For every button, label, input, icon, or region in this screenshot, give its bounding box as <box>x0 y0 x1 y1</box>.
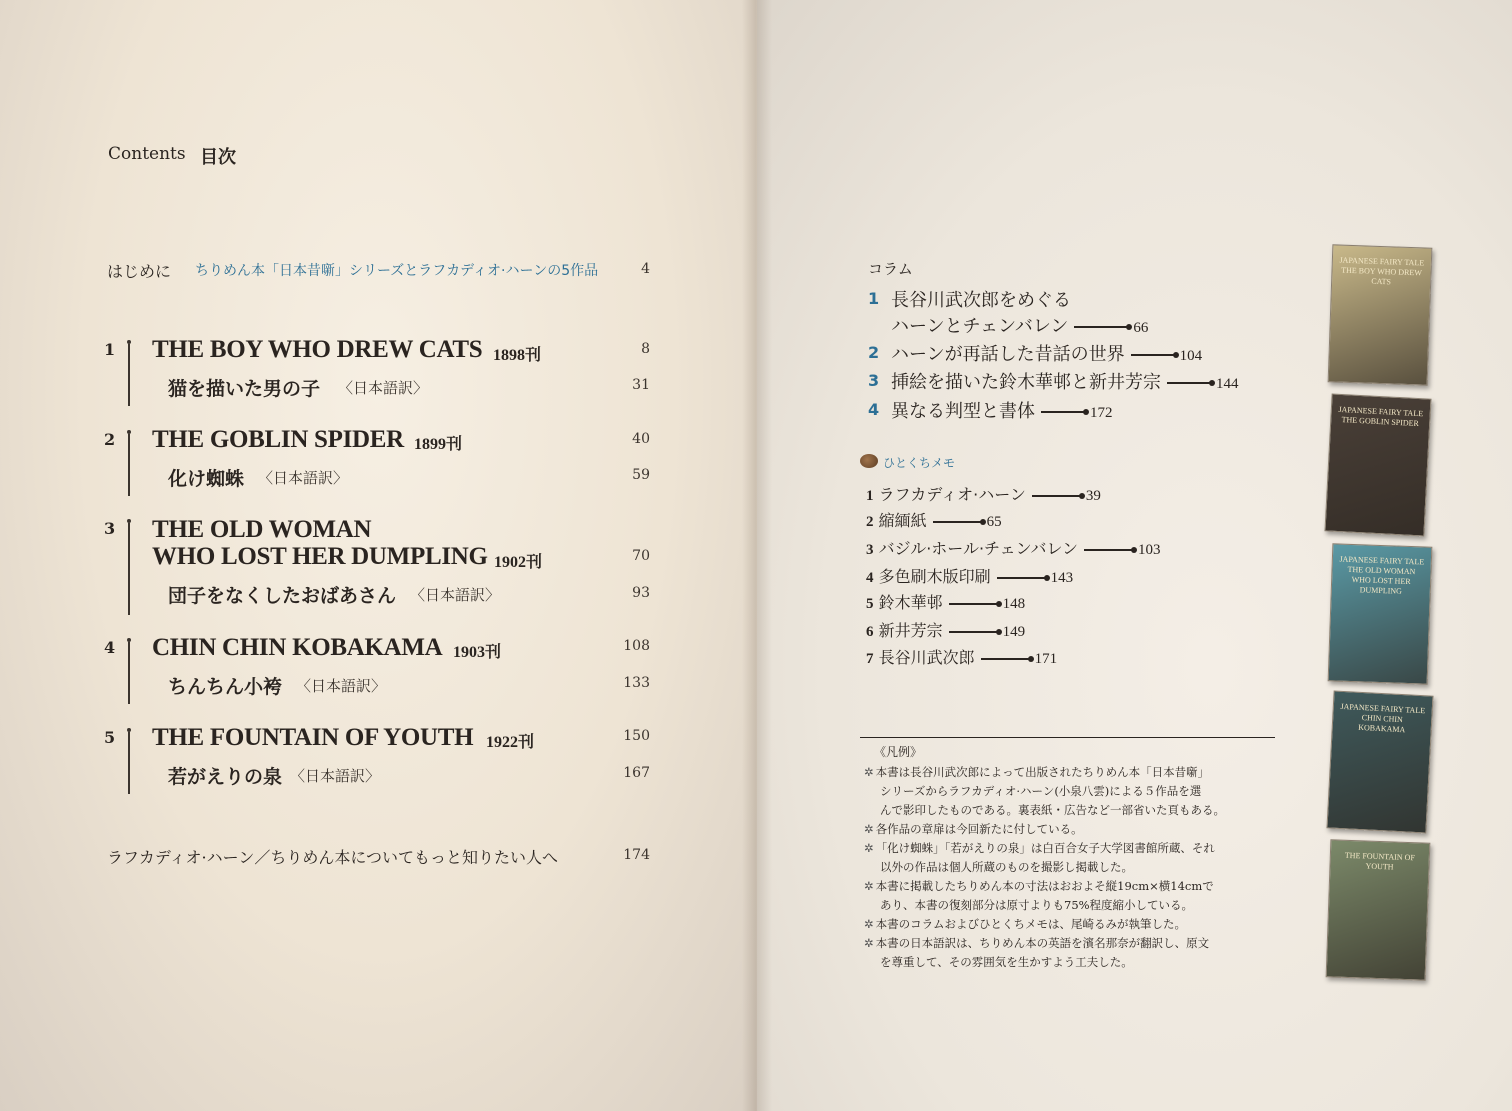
bullet-icon: ✲ <box>864 841 874 855</box>
chapter-page-ja: 167 <box>623 765 650 781</box>
bullet-icon: ✲ <box>864 936 874 950</box>
column-title-line-1[interactable]: 長谷川武次郎をめぐる <box>891 290 1071 311</box>
column-number: 4 <box>868 400 880 419</box>
memo-number: 1 <box>866 488 874 504</box>
memo-title: 鈴木華邨 <box>878 593 943 612</box>
chapter-number: 3 <box>104 519 116 538</box>
chapter-year: 1922刊 <box>486 734 535 751</box>
leader-arrow <box>1167 382 1212 384</box>
chapter-page-en: 108 <box>623 638 650 654</box>
book-cover-thumbnail-1[interactable] <box>1328 244 1433 385</box>
memo-number: 7 <box>866 651 874 667</box>
chapter-number: 5 <box>104 728 116 747</box>
chapter-bracket <box>128 523 130 615</box>
chapter-page-en: 150 <box>623 728 650 744</box>
chapter-year: 1899刊 <box>414 436 463 453</box>
memo-title: 長谷川武次郎 <box>878 648 975 667</box>
leader-arrow <box>997 577 1047 579</box>
note-continuation: あり、本書の復刻部分は原寸よりも75%程度縮小している。 <box>880 898 1194 912</box>
chapter-number: 4 <box>104 638 116 657</box>
translation-note: 〈日本語訳〉 <box>258 469 349 487</box>
chapter-bracket <box>128 732 130 794</box>
book-cover-thumbnail-5[interactable] <box>1326 839 1431 980</box>
book-gutter <box>742 0 772 1111</box>
note-item: ✲ 「化け蜘蛛」「若がえりの泉」は白百合女子大学図書館所蔵、それ <box>864 841 1215 855</box>
intro-label[interactable]: はじめに <box>107 262 172 281</box>
notes-divider <box>860 737 1275 738</box>
chapter-bracket <box>128 434 130 496</box>
further-reading-entry[interactable]: ラフカディオ·ハーン／ちりめん本についてもっと知りたい人へ <box>107 848 559 867</box>
chapter-title-en[interactable]: THE BOY WHO DREW CATS <box>152 336 483 363</box>
column-title[interactable]: ハーンが再話した昔話の世界 104 <box>891 344 1203 365</box>
bullet-icon: ✲ <box>864 822 874 836</box>
intro-text[interactable]: ちりめん本「日本昔噺」シリーズとラフカディオ·ハーンの5作品 <box>195 263 599 279</box>
note-item: ✲ 各作品の章扉は今回新たに付している。 <box>864 822 1083 836</box>
memo-title: ラフカディオ·ハーン <box>878 485 1026 504</box>
chapter-page-ja: 133 <box>623 675 650 691</box>
memo-bean-icon <box>860 454 878 468</box>
memo-heading: ひとくちメモ <box>883 456 956 470</box>
memo-title: 新井芳宗 <box>878 621 943 640</box>
column-title-line-2[interactable]: ハーンとチェンバレン 66 <box>891 316 1149 337</box>
chapter-page-ja: 31 <box>632 377 650 393</box>
chapter-page-en: 8 <box>641 341 650 357</box>
chapter-title-ja[interactable]: 若がえりの泉 <box>168 766 283 788</box>
chapter-title-ja[interactable]: 団子をなくしたおばあさん <box>168 585 397 607</box>
memo-page: 171 <box>1034 651 1058 667</box>
memo-item-5[interactable] <box>866 590 1025 613</box>
note-continuation: を尊重して、その雰囲気を生かすよう工夫した。 <box>880 955 1133 969</box>
chapter-title-ja[interactable]: 化け蜘蛛 <box>168 468 245 490</box>
column-number: 1 <box>868 289 880 308</box>
book-cover-thumbnail-4[interactable] <box>1326 690 1433 833</box>
memo-title: 多色刷木版印刷 <box>878 567 991 586</box>
further-reading-page: 174 <box>623 847 650 863</box>
contents-heading-en: Contents <box>108 144 186 164</box>
bullet-icon: ✲ <box>864 917 874 931</box>
memo-number: 2 <box>866 514 874 530</box>
column-title[interactable]: 異なる判型と書体 172 <box>891 401 1113 422</box>
memo-page: 143 <box>1050 570 1074 586</box>
chapter-page-en: 70 <box>632 548 650 564</box>
translation-note: 〈日本語訳〉 <box>296 677 387 695</box>
note-item: ✲ 本書は長谷川武次郎によって出版されたちりめん本「日本昔噺」 <box>864 765 1210 779</box>
memo-item-1[interactable] <box>866 482 1101 505</box>
thumbnail-cover-text: THE FOUNTAIN OF YOUTH <box>1344 850 1416 872</box>
memo-item-6[interactable] <box>866 618 1025 641</box>
leader-arrow <box>1074 326 1129 328</box>
book-cover-thumbnail-3[interactable] <box>1328 543 1433 684</box>
translation-note: 〈日本語訳〉 <box>410 586 501 604</box>
chapter-page-ja: 93 <box>632 585 650 601</box>
column-heading: コラム <box>868 260 913 278</box>
chapter-title-ja[interactable]: 猫を描いた男の子 <box>168 378 321 400</box>
leader-arrow <box>1131 354 1176 356</box>
leader-arrow <box>949 631 999 633</box>
memo-page: 149 <box>1002 624 1026 640</box>
memo-page: 39 <box>1085 488 1101 504</box>
translation-note: 〈日本語訳〉 <box>338 379 429 397</box>
notes-title: 《凡例》 <box>874 745 923 759</box>
note-continuation: 以外の作品は個人所蔵のものを撮影し掲載した。 <box>880 860 1133 874</box>
memo-number: 4 <box>866 570 874 586</box>
note-item: ✲ 本書に掲載したちりめん本の寸法はおおよそ縦19cm×横14cmで <box>864 879 1214 893</box>
intro-page-number: 4 <box>641 261 650 277</box>
chapter-title-en[interactable]: THE FOUNTAIN OF YOUTH <box>152 724 474 751</box>
column-page: 172 <box>1090 405 1113 421</box>
note-continuation: んで影印したものである。裏表紙・広告など一部省いた頁もある。 <box>880 803 1225 817</box>
leader-arrow <box>949 603 999 605</box>
thumbnail-cover-text: JAPANESE FAIRY TALE CHIN CHIN KOBAKAMA <box>1340 701 1426 735</box>
chapter-number: 2 <box>104 430 116 449</box>
memo-title: バジル·ホール·チェンバレン <box>878 539 1079 558</box>
column-page: 144 <box>1216 376 1239 392</box>
chapter-title-en-line-2[interactable]: WHO LOST HER DUMPLING <box>152 543 488 570</box>
memo-item-7[interactable] <box>866 645 1057 668</box>
memo-item-3[interactable] <box>866 536 1161 559</box>
bullet-icon: ✲ <box>864 879 874 893</box>
chapter-title-ja[interactable]: ちんちん小袴 <box>168 676 283 698</box>
note-item: ✲ 本書の日本語訳は、ちりめん本の英語を濱名那奈が翻訳し、原文 <box>864 936 1210 950</box>
memo-number: 3 <box>866 542 874 558</box>
thumbnail-cover-text: JAPANESE FAIRY TALE THE OLD WOMAN WHO LOST HER DUMPLING <box>1339 554 1425 596</box>
contents-heading-ja: 目次 <box>200 147 236 168</box>
thumbnail-cover-text: JAPANESE FAIRY TALE THE BOY WHO DREW CATS <box>1339 255 1425 287</box>
chapter-year: 1902刊 <box>494 554 543 571</box>
column-title[interactable]: 挿絵を描いた鈴木華邨と新井芳宗 144 <box>891 372 1239 393</box>
leader-arrow <box>933 521 983 523</box>
column-number: 3 <box>868 371 880 390</box>
leader-arrow <box>981 658 1031 660</box>
leader-arrow <box>1041 411 1086 413</box>
leader-arrow <box>1084 549 1134 551</box>
chapter-title-en[interactable]: THE GOBLIN SPIDER <box>152 426 404 453</box>
memo-item-2[interactable] <box>866 508 1002 531</box>
leader-arrow <box>1032 495 1082 497</box>
memo-item-4[interactable] <box>866 564 1073 587</box>
column-number: 2 <box>868 343 880 362</box>
note-continuation: シリーズからラフカディオ·ハーン(小泉八雲)による５作品を選 <box>880 784 1202 798</box>
memo-number: 5 <box>866 596 874 612</box>
column-page: 66 <box>1133 320 1149 336</box>
memo-page: 103 <box>1138 542 1161 558</box>
chapter-year: 1903刊 <box>453 644 502 661</box>
chapter-number: 1 <box>104 340 116 359</box>
translation-note: 〈日本語訳〉 <box>290 767 381 785</box>
column-page: 104 <box>1179 348 1203 364</box>
chapter-year: 1898刊 <box>493 347 542 364</box>
memo-page: 148 <box>1002 596 1026 612</box>
book-cover-thumbnail-2[interactable] <box>1324 393 1431 536</box>
chapter-bracket <box>128 344 130 406</box>
note-item: ✲ 本書のコラムおよびひとくちメモは、尾崎るみが執筆した。 <box>864 917 1187 931</box>
memo-page: 65 <box>986 514 1002 530</box>
memo-title: 縮緬紙 <box>878 511 927 530</box>
memo-number: 6 <box>866 624 874 640</box>
chapter-bracket <box>128 642 130 704</box>
chapter-title-en[interactable]: CHIN CHIN KOBAKAMA <box>152 634 443 661</box>
chapter-page-en: 40 <box>632 431 650 447</box>
thumbnail-cover-text: JAPANESE FAIRY TALE THE GOBLIN SPIDER <box>1338 404 1424 429</box>
chapter-title-en-line-1[interactable]: THE OLD WOMAN <box>152 516 372 543</box>
bullet-icon: ✲ <box>864 765 874 779</box>
chapter-page-ja: 59 <box>632 467 650 483</box>
